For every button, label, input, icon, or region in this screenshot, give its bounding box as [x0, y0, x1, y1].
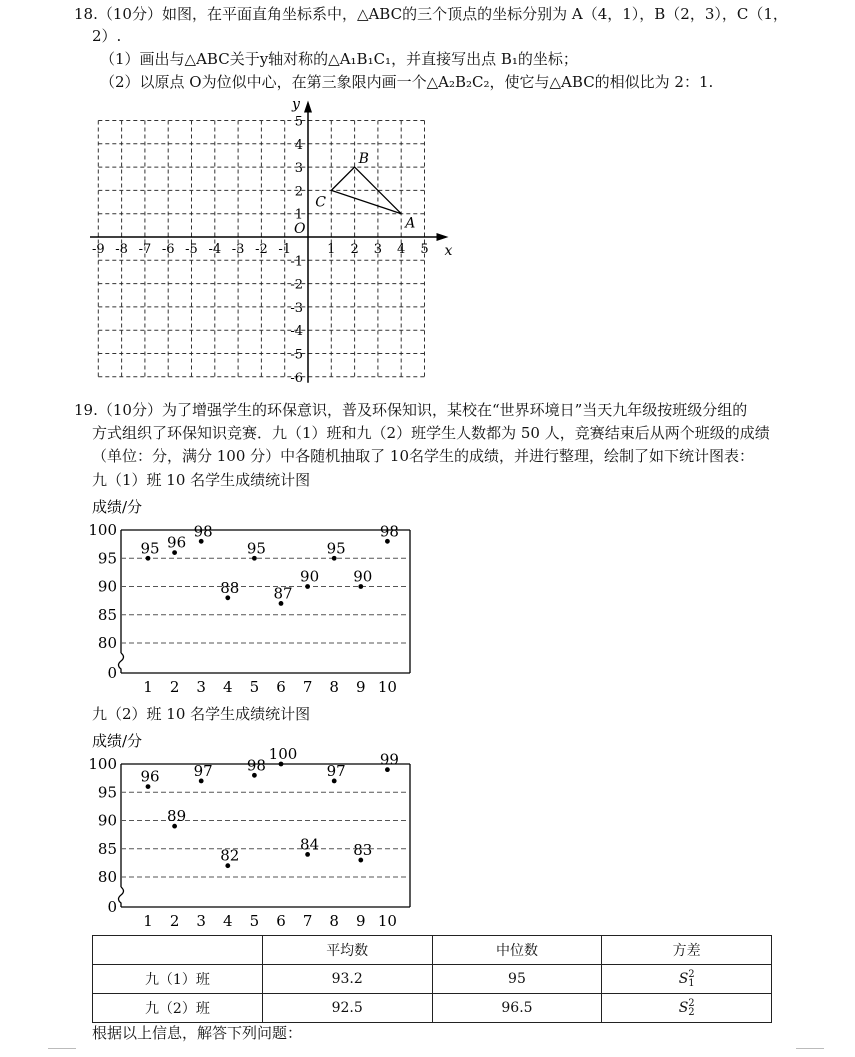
axis-break-icon — [119, 653, 124, 673]
page-corner-mark — [48, 1048, 76, 1049]
x-tick-label: -4 — [208, 242, 222, 257]
q19-stem-line2: 方式组织了环保知识竞赛．九（1）班和九（2）班学生人数都为 50 人，竞赛结束后从两个班级的成绩 — [92, 424, 770, 442]
y-tick-label: -2 — [290, 277, 303, 293]
axis-break-icon — [119, 887, 124, 907]
header-cell-mean: 平均数 — [262, 936, 432, 965]
row-class-name: 九（2）班 — [93, 994, 263, 1023]
x-tick-label: -8 — [115, 242, 128, 257]
data-label: 87 — [273, 584, 293, 603]
y-tick-label: 100 — [88, 521, 117, 539]
data-label: 90 — [300, 567, 320, 586]
stats-table — [92, 935, 772, 1023]
data-label: 84 — [300, 835, 320, 854]
data-label: 100 — [268, 745, 298, 763]
x-tick-label: 1 — [327, 242, 336, 257]
y-tick-label: 90 — [97, 577, 117, 596]
y-tick-label: 100 — [88, 755, 117, 773]
data-label: 95 — [140, 539, 160, 558]
x-tick-label: 3 — [373, 242, 383, 257]
data-label: 95 — [326, 539, 346, 558]
x-tick-label: 8 — [329, 912, 339, 930]
data-label: 97 — [326, 761, 346, 780]
data-label: 95 — [246, 539, 266, 558]
x-tick-label: -3 — [231, 242, 245, 257]
point-label-b: B — [358, 151, 369, 168]
y-tick-label: -4 — [290, 324, 303, 340]
q19-stem-line3: （单位：分，满分 100 分）中各随机抽取了 10名学生的成绩，并进行整理，绘制了如下统计图表： — [92, 447, 755, 465]
x-tick-label: 10 — [377, 678, 397, 696]
y-tick-label: 1 — [294, 207, 303, 223]
x-axis-label: x — [444, 243, 453, 259]
data-label: 88 — [220, 578, 240, 597]
q18-sub1: （1）画出与△ABC关于y轴对称的△A₁B₁C₁，并直接写出点 B₁的坐标； — [100, 50, 578, 68]
x-tick-label: -9 — [91, 242, 105, 257]
y-tick-label: 90 — [97, 811, 117, 830]
x-tick-label: -5 — [185, 242, 198, 257]
y-tick-label: 5 — [294, 114, 303, 130]
header-cell-blank — [93, 936, 263, 965]
x-tick-label: 7 — [302, 678, 313, 696]
chart1-scatter — [88, 492, 428, 704]
x-tick-label: 3 — [196, 912, 206, 930]
chart2-title: 九（2）班 10 名学生成绩统计图 — [92, 705, 311, 723]
point-label-a: A — [405, 215, 416, 232]
data-label: 98 — [193, 522, 213, 541]
y-tick-label: 4 — [294, 137, 303, 153]
variance-sub: 1 — [688, 978, 695, 989]
y-tick-label: -6 — [290, 370, 303, 386]
row-variance — [602, 994, 772, 1023]
x-tick-label: -1 — [278, 242, 292, 257]
table-row — [93, 994, 772, 1023]
row-variance — [602, 965, 772, 994]
y-tick-label: 0 — [107, 664, 117, 682]
x-tick-label: 5 — [249, 912, 260, 930]
variance-symbol: S — [678, 971, 689, 987]
y-axis-title: 成绩/分 — [92, 732, 143, 750]
x-tick-label: 10 — [377, 912, 397, 930]
data-label: 83 — [353, 841, 373, 860]
data-label: 99 — [379, 750, 399, 769]
x-tick-label: 2 — [169, 912, 180, 930]
origin-label: O — [294, 221, 306, 237]
y-tick-label: -3 — [290, 300, 303, 316]
page-corner-mark — [796, 1048, 824, 1049]
y-tick-label: 85 — [97, 605, 117, 624]
variance-symbol: S — [678, 1000, 689, 1016]
x-tick-label: 9 — [356, 678, 366, 696]
y-tick-label: 80 — [97, 868, 117, 886]
y-tick-label: 0 — [107, 898, 117, 916]
x-tick-label: 5 — [420, 242, 429, 257]
y-axis-label: y — [292, 96, 300, 113]
variance-sup: 2 — [688, 998, 695, 1009]
y-tick-label: 95 — [97, 783, 117, 802]
x-tick-label: 6 — [276, 678, 286, 696]
x-tick-label: 9 — [356, 912, 366, 930]
y-tick-label: -1 — [290, 254, 303, 270]
x-tick-label: -6 — [161, 242, 175, 257]
x-axis-arrow — [437, 233, 449, 241]
data-label: 96 — [167, 533, 187, 552]
x-tick-label: 3 — [196, 678, 206, 696]
x-tick-label: 1 — [143, 678, 153, 696]
x-tick-label: 4 — [223, 912, 233, 930]
table-row — [93, 965, 772, 994]
variance-sup: 2 — [688, 969, 695, 980]
row-median: 96.5 — [432, 994, 602, 1023]
q19-conclusion: 根据以上信息，解答下列问题： — [92, 1024, 303, 1042]
header-cell-median: 中位数 — [432, 936, 602, 965]
y-tick-label: 3 — [294, 161, 303, 177]
data-label: 98 — [379, 522, 399, 541]
y-axis-arrow — [304, 101, 312, 113]
y-tick-label: -5 — [290, 347, 303, 363]
row-class-name: 九（1）班 — [93, 965, 263, 994]
data-label: 82 — [220, 846, 240, 865]
row-mean: 93.2 — [262, 965, 432, 994]
point-label-c: C — [315, 194, 327, 211]
coordinate-grid — [90, 95, 460, 400]
x-tick-label: 1 — [143, 912, 153, 930]
x-tick-label: 4 — [223, 678, 233, 696]
q18-stem-line1: 18.（10分）如图，在平面直角坐标系中，△ABC的三个顶点的坐标分别为 A（4，1），B（2，3），C（1， — [74, 5, 788, 23]
data-label: 98 — [246, 756, 266, 775]
chart1-title: 九（1）班 10 名学生成绩统计图 — [92, 471, 311, 489]
row-mean: 92.5 — [262, 994, 432, 1023]
x-tick-label: -2 — [255, 242, 268, 257]
data-label: 89 — [167, 807, 187, 826]
header-cell-variance: 方差 — [602, 936, 772, 965]
data-label: 97 — [193, 761, 213, 780]
x-tick-label: -7 — [138, 242, 152, 257]
data-label: 96 — [140, 767, 160, 786]
x-tick-label: 2 — [350, 242, 359, 257]
x-tick-label: 8 — [329, 678, 339, 696]
variance-sub: 2 — [688, 1007, 695, 1018]
table-header-row — [93, 936, 772, 965]
x-tick-label: 7 — [302, 912, 313, 930]
q18-sub2: （2）以原点 O为位似中心，在第三象限内画一个△A₂B₂C₂，使它与△ABC的相似比为 2：1. — [100, 73, 714, 91]
row-median: 95 — [432, 965, 602, 994]
y-tick-label: 80 — [97, 634, 117, 652]
x-tick-label: 2 — [169, 678, 180, 696]
x-tick-label: 6 — [276, 912, 286, 930]
x-tick-label: 5 — [249, 678, 260, 696]
data-label: 90 — [353, 567, 373, 586]
y-tick-label: 85 — [97, 839, 117, 858]
y-tick-label: 2 — [294, 184, 303, 200]
q18-stem-line2: 2）. — [92, 27, 122, 45]
y-tick-label: 95 — [97, 549, 117, 568]
chart2-scatter — [88, 726, 428, 936]
y-axis-title: 成绩/分 — [92, 498, 143, 516]
q19-stem-line1: 19.（10分）为了增强学生的环保意识，普及环保知识，某校在“世界环境日”当天九年级按班级分组的 — [74, 401, 748, 419]
x-tick-label: 4 — [397, 242, 406, 257]
